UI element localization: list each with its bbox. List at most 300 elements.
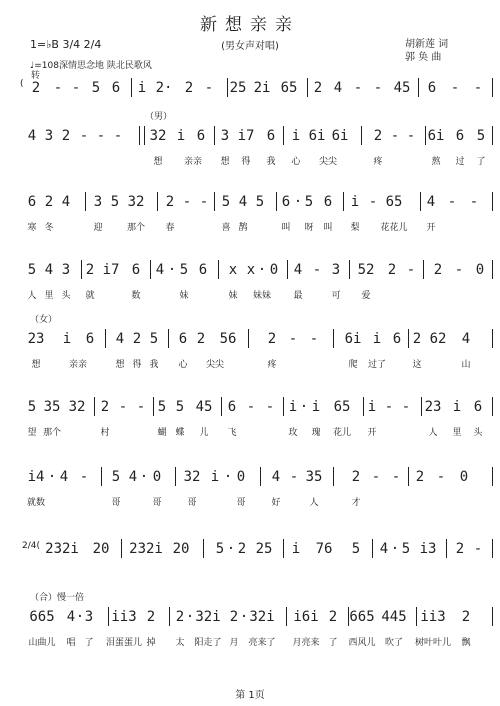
lyric: 哥 <box>111 498 121 508</box>
note: · <box>185 609 195 625</box>
bar-line <box>492 607 493 626</box>
note: 32 <box>149 128 167 144</box>
note: 5 <box>221 194 231 210</box>
score-mark: ( <box>20 79 24 89</box>
note: 2 <box>415 469 425 485</box>
bar-line <box>446 539 447 558</box>
bar-line <box>423 260 424 279</box>
lyric: 掉 <box>146 638 156 648</box>
note: 2 <box>146 609 156 625</box>
note: 6 <box>266 128 276 144</box>
lyric: 妹 <box>228 291 238 301</box>
note: 3 <box>44 128 54 144</box>
note: - <box>204 80 214 96</box>
note: - <box>368 194 378 210</box>
lyric: 心 <box>291 157 301 167</box>
note: 4 <box>128 469 138 485</box>
lyric: 头 <box>61 291 71 301</box>
lyric: 爬 <box>348 360 358 370</box>
note: i <box>350 194 360 210</box>
lyric: 这 <box>412 360 422 370</box>
bar-line <box>416 607 417 626</box>
note: i3 <box>419 541 437 557</box>
note: 4 <box>115 331 125 347</box>
bar-line <box>214 192 215 211</box>
note: · <box>223 469 233 485</box>
lyric: 蝶 <box>175 428 185 438</box>
note: 2 <box>132 331 142 347</box>
note: 52 <box>357 262 375 278</box>
note: 445 <box>381 609 407 625</box>
lyric: 吹了 <box>384 638 404 648</box>
note: 6i <box>308 128 326 144</box>
lyric: 春 <box>165 223 175 233</box>
bar-line <box>287 260 288 279</box>
note: 32i <box>249 609 275 625</box>
note: 0 <box>475 262 485 278</box>
bar-line <box>260 467 261 486</box>
note: 5 <box>255 194 265 210</box>
bar-line <box>408 329 409 348</box>
bar-line <box>150 260 151 279</box>
lyric: 望 <box>27 428 37 438</box>
lyric: 玫 <box>288 428 298 438</box>
bar-line <box>492 126 493 145</box>
lyric: 花花儿 <box>380 223 408 233</box>
note: - <box>454 262 464 278</box>
bar-line <box>492 467 493 486</box>
note: i7 <box>237 128 255 144</box>
note: 3 <box>61 262 71 278</box>
bar-line <box>283 397 284 416</box>
note: 6 <box>27 194 37 210</box>
lyric: 亲亲 <box>183 157 203 167</box>
bar-line <box>101 467 102 486</box>
note: · <box>167 262 177 278</box>
note: - <box>79 128 89 144</box>
note: 6i <box>427 128 445 144</box>
note: - <box>309 331 319 347</box>
note: 5 <box>157 399 167 415</box>
note: i <box>372 331 382 347</box>
note: - <box>401 399 411 415</box>
note: 2 <box>433 262 443 278</box>
bar-line <box>276 192 277 211</box>
lyric: 我 <box>266 157 276 167</box>
note: 232i <box>129 541 163 557</box>
note: - <box>71 80 81 96</box>
note: 2 <box>328 609 338 625</box>
note: 4 <box>426 194 436 210</box>
lyric: 想 <box>31 360 41 370</box>
lyric: 数 <box>131 291 141 301</box>
bar-line <box>85 192 86 211</box>
note: 2 <box>175 609 185 625</box>
lyric: 最 <box>293 291 303 301</box>
note: 6 <box>323 194 333 210</box>
note: 2 <box>267 331 277 347</box>
note: - <box>406 128 416 144</box>
note: - <box>265 399 275 415</box>
note: i4 <box>27 469 45 485</box>
bar-line <box>307 78 308 97</box>
note: 35 <box>43 399 61 415</box>
note: 4 <box>61 194 71 210</box>
note: ii3 <box>111 609 137 625</box>
note: i <box>176 128 186 144</box>
bar-line <box>94 397 95 416</box>
song-title: 新想亲亲 <box>200 15 300 35</box>
score-mark: （合）慢一倍 <box>30 593 85 603</box>
note: 4 <box>379 541 389 557</box>
lyric: 哥 <box>187 498 197 508</box>
note: 5 <box>111 469 121 485</box>
note: 4 <box>66 609 76 625</box>
lyric: 那个 <box>126 223 146 233</box>
note: 2 <box>373 128 383 144</box>
note: 23 <box>27 331 45 347</box>
note: · <box>226 541 236 557</box>
note: i6i <box>293 609 319 625</box>
note: 45 <box>393 80 411 96</box>
lyric: 哥 <box>236 498 246 508</box>
bar-line <box>105 329 106 348</box>
lyric: 迎 <box>93 223 103 233</box>
note: 2 <box>165 194 175 210</box>
lyric: 西风儿 <box>348 638 376 648</box>
lyric: 呀 <box>304 223 314 233</box>
note: 2 <box>100 399 110 415</box>
note: 25 <box>229 80 247 96</box>
song-subtitle: (男女声对唱) <box>221 41 279 52</box>
note: 2· <box>155 80 173 96</box>
note: - <box>79 469 89 485</box>
bar-line <box>81 260 82 279</box>
note: 76 <box>315 541 333 557</box>
lyric: 唱 <box>66 638 76 648</box>
note: 6 <box>131 262 141 278</box>
bar-line <box>131 78 132 97</box>
note: - <box>182 194 192 210</box>
bar-line <box>333 329 334 348</box>
bar-line <box>139 126 140 145</box>
note: 3 <box>331 262 341 278</box>
note: 5 <box>27 399 37 415</box>
note: - <box>436 469 446 485</box>
note: 0 <box>236 469 246 485</box>
lyric: 心 <box>178 360 188 370</box>
bar-line <box>343 192 344 211</box>
lyric: 哥 <box>152 498 162 508</box>
bar-line <box>286 607 287 626</box>
note: 4 <box>59 469 69 485</box>
note: 4 <box>155 262 165 278</box>
note: · <box>47 469 57 485</box>
note: 2i <box>253 80 271 96</box>
note: 25 <box>255 541 273 557</box>
note: 6 <box>111 80 121 96</box>
lyric: 蝴 <box>157 428 167 438</box>
note: 23 <box>424 399 442 415</box>
lyric: 鹊 <box>238 223 248 233</box>
note: · <box>239 609 249 625</box>
note: 6 <box>198 262 208 278</box>
note: 2 <box>196 331 206 347</box>
lyric: 飘 <box>461 638 471 648</box>
lyric: 泪蛋蛋儿 <box>105 638 143 648</box>
lyric: 叫 <box>281 223 291 233</box>
note: - <box>113 128 123 144</box>
note: 35 <box>305 469 323 485</box>
note: 5 <box>27 262 37 278</box>
score-mark: （女） <box>30 315 58 325</box>
lyric: 好 <box>271 498 281 508</box>
note: 2 <box>237 541 247 557</box>
note: 5 <box>179 262 189 278</box>
note: 2 <box>412 331 422 347</box>
lyric: 里 <box>452 428 462 438</box>
note: i7 <box>102 262 120 278</box>
score-mark: 2/4( <box>22 541 40 551</box>
note: i <box>62 331 72 347</box>
note: 6 <box>281 194 291 210</box>
note: 5 <box>215 541 225 557</box>
note: · <box>139 469 149 485</box>
note: 4 <box>333 80 343 96</box>
lyric: 冬 <box>44 223 54 233</box>
bar-line <box>153 397 154 416</box>
bar-line <box>363 397 364 416</box>
note: - <box>406 262 416 278</box>
note: 4 <box>461 331 471 347</box>
note: - <box>353 80 363 96</box>
note: 32 <box>127 194 145 210</box>
lyric: 过了 <box>367 360 387 370</box>
note: 2 <box>31 80 41 96</box>
note: - <box>469 194 479 210</box>
note: 4 <box>238 194 248 210</box>
lyric: 阳走了 <box>194 638 222 648</box>
lyric: 想 <box>220 157 230 167</box>
note: - <box>373 80 383 96</box>
note: - <box>246 399 256 415</box>
note: 32 <box>183 469 201 485</box>
bar-line <box>420 192 421 211</box>
note: - <box>450 80 460 96</box>
note: 232i <box>45 541 79 557</box>
note: 6 <box>85 331 95 347</box>
bar-line <box>227 78 228 97</box>
bar-line <box>492 397 493 416</box>
note: 5 <box>304 194 314 210</box>
lyric: 得 <box>132 360 142 370</box>
note: i <box>452 399 462 415</box>
note: - <box>96 128 106 144</box>
lyric: 想 <box>115 360 125 370</box>
note: i <box>210 469 220 485</box>
lyric: 亮来了 <box>248 638 276 648</box>
note: 6 <box>473 399 483 415</box>
note: 2 <box>61 128 71 144</box>
bar-line <box>283 539 284 558</box>
lyric: 就 <box>85 291 95 301</box>
note: - <box>288 331 298 347</box>
composer-credit: 郭 奂 曲 <box>405 52 442 63</box>
bar-line <box>425 126 426 145</box>
note: - <box>289 469 299 485</box>
note: 0 <box>152 469 162 485</box>
note: 6 <box>196 128 206 144</box>
note: i <box>291 541 301 557</box>
bar-line <box>492 260 493 279</box>
note: 2 <box>455 541 465 557</box>
bar-line <box>283 126 284 145</box>
note: · <box>390 541 400 557</box>
lyricist-credit: 胡新莲 词 <box>405 39 449 50</box>
note: - <box>118 399 128 415</box>
lyric: 山曲儿 <box>28 638 56 648</box>
note: 5 <box>351 541 361 557</box>
note: 65 <box>280 80 298 96</box>
note: 4 <box>293 262 303 278</box>
bar-line <box>492 78 493 97</box>
note: 4 <box>271 469 281 485</box>
note: 2 <box>229 609 239 625</box>
bar-line <box>169 607 170 626</box>
note: · <box>257 262 267 278</box>
bar-line <box>214 126 215 145</box>
lyric: 疼 <box>267 360 277 370</box>
note: · <box>75 609 85 625</box>
bar-line <box>248 329 249 348</box>
bar-line <box>175 467 176 486</box>
note: 6i <box>331 128 349 144</box>
note: 32 <box>68 399 86 415</box>
note: 45 <box>195 399 213 415</box>
note: 2 <box>184 80 194 96</box>
score-mark: 转 <box>31 71 41 81</box>
note: 6 <box>392 331 402 347</box>
bar-line <box>203 539 204 558</box>
bar-line <box>168 329 169 348</box>
note: 65 <box>385 194 403 210</box>
note: x <box>228 262 238 278</box>
note: - <box>447 194 457 210</box>
note: 2 <box>44 194 54 210</box>
bar-line <box>361 126 362 145</box>
note: - <box>384 399 394 415</box>
lyric: 那个 <box>42 428 62 438</box>
bar-line <box>121 539 122 558</box>
lyric: 了 <box>84 638 94 648</box>
note: 5 <box>476 128 486 144</box>
note: 56 <box>219 331 237 347</box>
note: ii3 <box>420 609 446 625</box>
lyric: 儿 <box>199 428 209 438</box>
note: 5 <box>401 541 411 557</box>
lyric: 叫 <box>323 223 333 233</box>
bar-line <box>144 126 145 145</box>
note: 2 <box>313 80 323 96</box>
lyric: 山 <box>461 360 471 370</box>
note: - <box>390 128 400 144</box>
note: 3 <box>93 194 103 210</box>
lyric: 寒 <box>27 223 37 233</box>
bar-line <box>372 539 373 558</box>
note: 665 <box>349 609 375 625</box>
lyric: 妹 <box>179 291 189 301</box>
bar-line <box>492 539 493 558</box>
note: i <box>311 399 321 415</box>
lyric: 疼 <box>373 157 383 167</box>
note: 4 <box>44 262 54 278</box>
note: 2 <box>85 262 95 278</box>
note: - <box>391 469 401 485</box>
note: 665 <box>29 609 55 625</box>
note: · <box>293 194 303 210</box>
note: - <box>371 469 381 485</box>
lyric: 开 <box>367 428 377 438</box>
note: 5 <box>91 80 101 96</box>
note: · <box>299 399 309 415</box>
bar-line <box>349 260 350 279</box>
bar-line <box>157 192 158 211</box>
note: 2 <box>387 262 397 278</box>
lyric: 妹妹 <box>252 291 272 301</box>
note: 20 <box>92 541 110 557</box>
lyric: 想 <box>153 157 163 167</box>
note: 6 <box>178 331 188 347</box>
lyric: 尖尖 <box>318 157 338 167</box>
bar-line <box>218 260 219 279</box>
note: 4 <box>27 128 37 144</box>
note: 6 <box>427 80 437 96</box>
note: 65 <box>333 399 351 415</box>
note: i <box>137 80 147 96</box>
note: 32i <box>195 609 221 625</box>
bar-line <box>348 607 349 626</box>
bar-line <box>492 192 493 211</box>
note: 2 <box>461 609 471 625</box>
lyric: 里 <box>44 291 54 301</box>
bar-line <box>408 467 409 486</box>
note: 0 <box>459 469 469 485</box>
lyric: 爱 <box>361 291 371 301</box>
page-number: 第 1页 <box>235 690 265 701</box>
score-mark: （男） <box>145 112 173 122</box>
tempo-marking: ♩=108深情思念地 陕北民歌风 <box>30 61 152 71</box>
lyric: 树叶叶儿 <box>414 638 452 648</box>
note: - <box>136 399 146 415</box>
lyric: 太 <box>175 638 185 648</box>
note: 3 <box>220 128 230 144</box>
lyric: 花儿 <box>332 428 352 438</box>
lyric: 村 <box>100 428 110 438</box>
note: - <box>53 80 63 96</box>
note: 62 <box>429 331 447 347</box>
lyric: 可 <box>331 291 341 301</box>
note: 0 <box>269 262 279 278</box>
bar-line <box>221 397 222 416</box>
note: 2 <box>351 469 361 485</box>
note: 6i <box>344 331 362 347</box>
bar-line <box>108 607 109 626</box>
lyric: 月 <box>229 638 239 648</box>
note: 5 <box>175 399 185 415</box>
note: i <box>288 399 298 415</box>
lyric: 人 <box>27 291 37 301</box>
lyric: 就数 <box>26 498 46 508</box>
